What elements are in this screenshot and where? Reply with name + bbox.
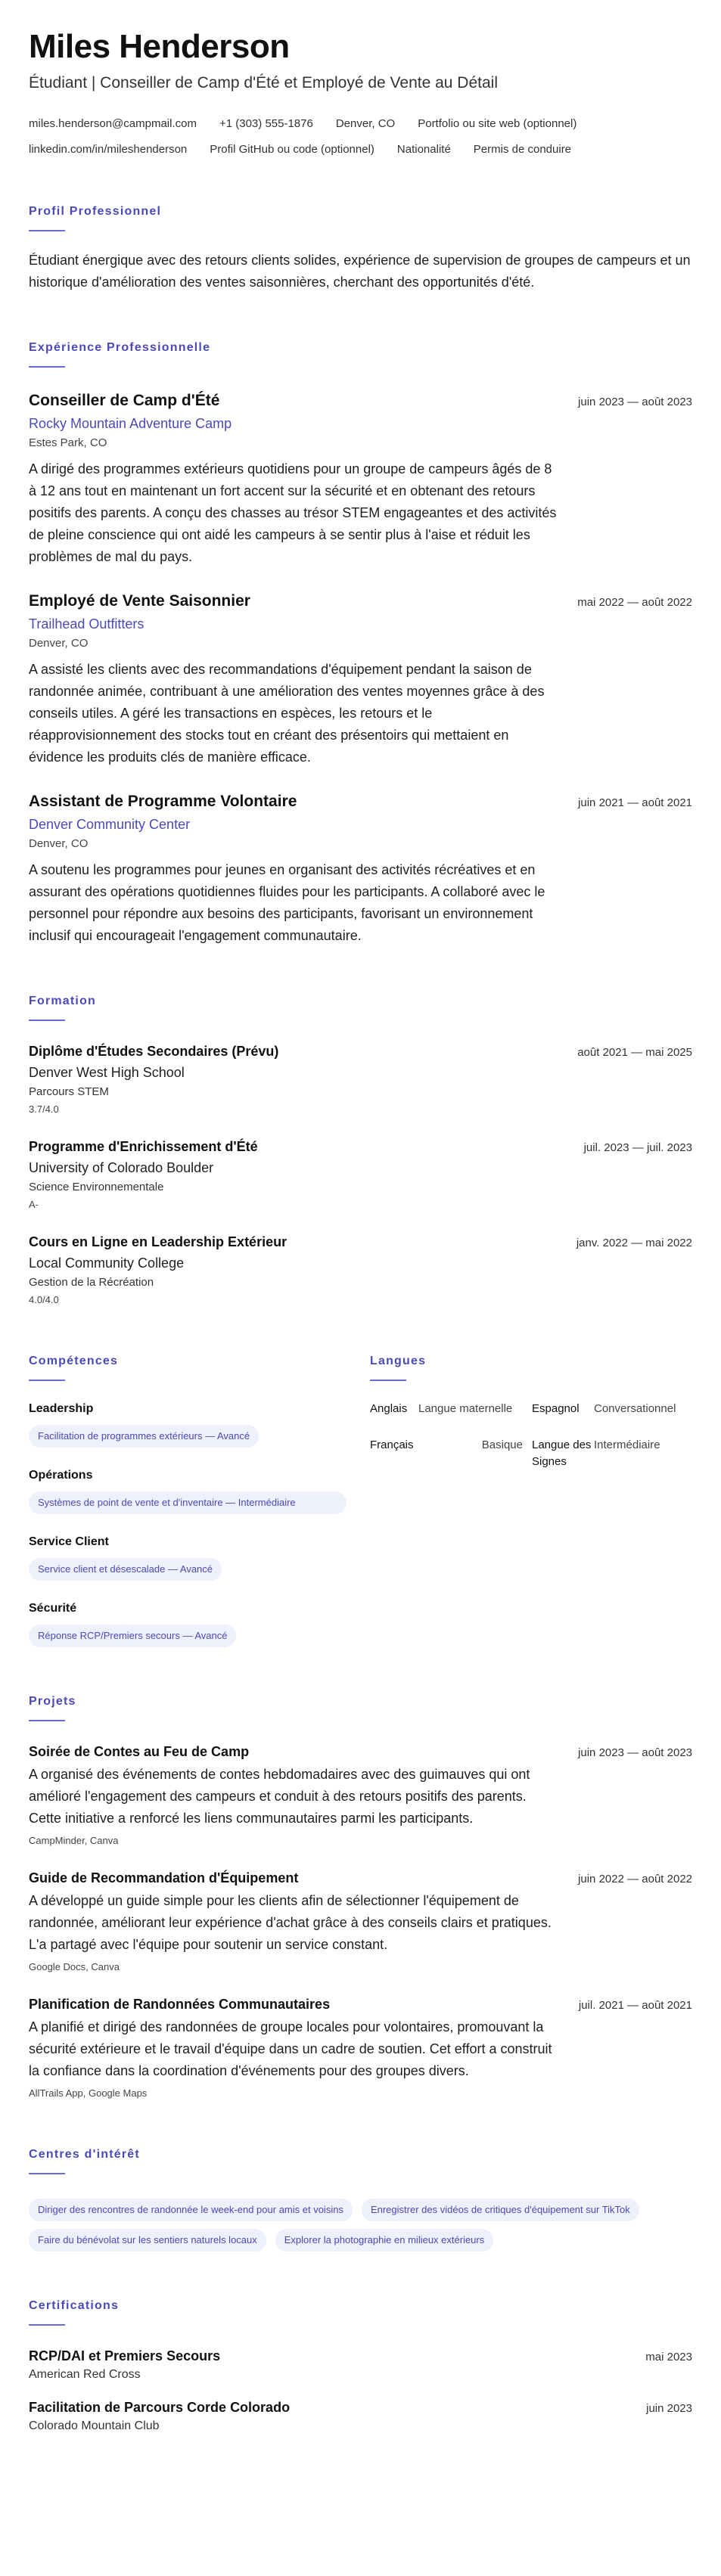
skill-group <box>29 1600 370 1647</box>
section-title: Certifications <box>29 2299 120 2312</box>
project-title: Soirée de Contes au Feu de Camp <box>29 1744 250 1759</box>
job-description: A soutenu les programmes pour jeunes en organisant des activités récréatives et en assurant des opérations quotidiennes fluides pour les participants. A collaboré avec le personnel pour répondre aux besoins des participants, favorisant un environnement inclusif qui encourageait l'engagement communautaire. <box>29 862 545 943</box>
skill-group <box>29 1401 370 1448</box>
section-title: Profil Professionnel <box>29 205 162 218</box>
language-name: Langue des Signes <box>532 1439 592 1468</box>
project-entry <box>29 1995 692 2100</box>
section-divider <box>370 1380 406 1381</box>
project-description: A planifié et dirigé des randonnées de groupe locales pour volontaires, promouvant la sécurité extérieure et le travail d'équipe dans un cadre de soutien. Cet effort a construit la confiance dans la coordination d'événements pour des groupes divers. <box>29 2019 552 2078</box>
job-location: Estes Park, CO <box>29 436 107 449</box>
job-description: A assisté les clients avec des recommandations d'équipement pendant la saison de randonnée animée, contribuant à une amélioration des ventes moyennes grâce à des conseils utiles. A géré les transactions en espèces, les retours et le réapprovisionnement des stocks tout en créant des présentoirs qui mettaient en évidence les produits clés de manière efficace. <box>29 662 545 765</box>
job-dates: juin 2023 — août 2023 <box>578 396 692 408</box>
job-dates: mai 2022 — août 2022 <box>577 596 692 609</box>
language-name: Français <box>370 1439 414 1451</box>
skill-category: Leadership <box>29 1402 94 1415</box>
experience-entry <box>29 791 692 947</box>
language-name: Espagnol <box>532 1402 580 1415</box>
project-description: A organisé des événements de contes hebdomadaires avec des guimauves qui ont amélioré l'engagement des campeurs et conduit à des retours positifs des parents. Cette initiative a renforcé les liens communautaires parmi les participants. <box>29 1767 530 1826</box>
contact-github[interactable]: Profil GitHub ou code (optionnel) <box>210 143 374 156</box>
education-dates: janv. 2022 — mai 2022 <box>576 1237 692 1249</box>
employer-name: Rocky Mountain Adventure Camp <box>29 416 232 431</box>
candidate-name: Miles Henderson <box>29 28 290 65</box>
language-name: Anglais <box>370 1402 408 1415</box>
job-dates: juin 2021 — août 2021 <box>578 796 692 809</box>
school-name: University of Colorado Boulder <box>29 1160 214 1175</box>
certification-issuer: American Red Cross <box>29 2368 141 2381</box>
language-level: Conversationnel <box>594 1402 676 1415</box>
job-location: Denver, CO <box>29 637 89 650</box>
skill-category: Opérations <box>29 1469 93 1482</box>
education-section <box>29 994 692 1307</box>
skill-chip: Facilitation de programmes extérieurs — Avancé <box>29 1425 259 1448</box>
section-title: Langues <box>370 1355 427 1367</box>
skill-group <box>29 1467 370 1514</box>
section-divider <box>29 366 65 368</box>
certifications-section <box>29 2298 692 2435</box>
project-description: A développé un guide simple pour les clients afin de sélectionner l'équipement de randonnée, améliorant leur expérience d'achat grâce à des conseils clairs et pratiques. L'a partagé avec l'équipe pour soutenir un service constant. <box>29 1893 552 1952</box>
interest-chip: Faire du bénévolat sur les sentiers naturels locaux <box>29 2229 266 2252</box>
certification-date: juin 2023 <box>646 2402 692 2415</box>
project-dates: juin 2022 — août 2022 <box>578 1873 692 1885</box>
interest-chip: Explorer la photographie en milieux extérieurs <box>275 2229 493 2252</box>
project-tools: AllTrails App, Google Maps <box>29 2087 148 2099</box>
section-divider <box>29 2324 65 2326</box>
contact-portfolio[interactable]: Portfolio ou site web (optionnel) <box>418 117 577 130</box>
certification-title: Facilitation de Parcours Corde Colorado <box>29 2400 291 2415</box>
interest-chip: Diriger des rencontres de randonnée le week-end pour amis et voisins <box>29 2199 353 2221</box>
field-of-study: Parcours STEM <box>29 1085 109 1098</box>
employer-name: Trailhead Outfitters <box>29 616 145 632</box>
contact-linkedin[interactable]: linkedin.com/in/mileshenderson <box>29 143 188 156</box>
section-divider <box>29 1380 65 1381</box>
language-level: Intermédiaire <box>594 1439 660 1451</box>
project-tools: CampMinder, Canva <box>29 1835 119 1846</box>
certification-issuer: Colorado Mountain Club <box>29 2419 160 2432</box>
interest-chip: Enregistrer des vidéos de critiques d'équipement sur TikTok <box>362 2199 639 2221</box>
projects-section <box>29 1694 692 2100</box>
interest-list <box>29 2191 692 2252</box>
skill-category: Sécurité <box>29 1602 77 1615</box>
job-description: A dirigé des programmes extérieurs quotidiens pour un groupe de campeurs âgés de 8 à 12 ans tout en maintenant un fort accent sur la sécurité et en obtenant des retours positifs des parents. A conçu des chasses au trésor STEM engageantes et des activités de pleine conscience qui ont aidé les campeurs à se sentir plus à l'aise et réduit les problèmes de mal du pays. <box>29 461 557 564</box>
school-name: Local Community College <box>29 1255 185 1271</box>
language-level: Langue maternelle <box>418 1402 513 1415</box>
job-title: Assistant de Programme Volontaire <box>29 793 297 810</box>
skill-chip: Systèmes de point de vente et d'inventaire — Intermédiaire <box>29 1491 347 1514</box>
contact-license: Permis de conduire <box>473 143 572 156</box>
field-of-study: Science Environnementale <box>29 1181 164 1193</box>
education-entry <box>29 1233 692 1307</box>
education-entry <box>29 1137 692 1212</box>
profile-section <box>29 204 692 293</box>
grade: 4.0/4.0 <box>29 1294 59 1305</box>
education-entry <box>29 1042 692 1116</box>
degree-title: Programme d'Enrichissement d'Été <box>29 1139 258 1154</box>
section-divider <box>29 1020 65 1021</box>
degree-title: Diplôme d'Études Secondaires (Prévu) <box>29 1044 279 1059</box>
certification-entry <box>29 2398 692 2435</box>
contact-nationality: Nationalité <box>396 143 451 156</box>
experience-entry <box>29 591 692 768</box>
employer-name: Denver Community Center <box>29 817 191 832</box>
project-title: Planification de Randonnées Communautaires <box>29 1997 331 2012</box>
language-level: Basique <box>481 1439 523 1451</box>
interests-section <box>29 2147 692 2252</box>
education-dates: août 2021 — mai 2025 <box>577 1046 692 1059</box>
contact-phone[interactable]: +1 (303) 555-1876 <box>219 117 313 130</box>
section-divider <box>29 1720 65 1721</box>
project-title: Guide de Recommandation d'Équipement <box>29 1870 299 1885</box>
contact-email[interactable]: miles.henderson@campmail.com <box>29 117 197 130</box>
section-title: Centres d'intérêt <box>29 2148 140 2161</box>
school-name: Denver West High School <box>29 1065 185 1080</box>
section-title: Projets <box>29 1695 76 1708</box>
project-entry <box>29 1743 692 1848</box>
project-entry <box>29 1869 692 1974</box>
job-location: Denver, CO <box>29 837 89 850</box>
skills-section <box>29 1354 370 1647</box>
degree-title: Cours en Ligne en Leadership Extérieur <box>29 1234 287 1249</box>
skill-chip: Service client et désescalade — Avancé <box>29 1558 222 1581</box>
language-list <box>370 1401 692 1470</box>
job-title: Employé de Vente Saisonnier <box>29 592 250 610</box>
skill-category: Service Client <box>29 1535 109 1548</box>
certification-date: mai 2023 <box>645 2351 692 2363</box>
candidate-headline: Étudiant | Conseiller de Camp d'Été et Employé de Vente au Détail <box>29 74 498 92</box>
job-title: Conseiller de Camp d'Été <box>29 392 220 409</box>
section-divider <box>29 230 65 231</box>
section-title: Formation <box>29 995 97 1007</box>
experience-section <box>29 340 692 947</box>
certification-entry <box>29 2347 692 2383</box>
section-title: Expérience Professionnelle <box>29 341 211 354</box>
languages-section <box>370 1354 692 1647</box>
profile-summary: Étudiant énergique avec des retours clients solides, expérience de supervision de groupes de campeurs et un historique d'amélioration des ventes saisonnières, cherchant des opportunités d'été. <box>29 253 691 290</box>
experience-entry <box>29 390 692 568</box>
skill-group <box>29 1534 370 1581</box>
education-dates: juil. 2023 — juil. 2023 <box>583 1141 692 1154</box>
section-divider <box>29 2173 65 2174</box>
project-dates: juil. 2021 — août 2021 <box>578 1999 692 2012</box>
skills-languages-row <box>29 1354 692 1647</box>
contact-list <box>29 116 692 157</box>
section-title: Compétences <box>29 1355 119 1367</box>
contact-location: Denver, CO <box>335 117 396 130</box>
project-tools: Google Docs, Canva <box>29 1961 120 1972</box>
certification-title: RCP/DAI et Premiers Secours <box>29 2348 221 2363</box>
grade: A- <box>29 1199 39 1210</box>
field-of-study: Gestion de la Récréation <box>29 1276 154 1289</box>
project-dates: juin 2023 — août 2023 <box>578 1746 692 1759</box>
grade: 3.7/4.0 <box>29 1103 59 1115</box>
skill-chip: Réponse RCP/Premiers secours — Avancé <box>29 1625 236 1647</box>
